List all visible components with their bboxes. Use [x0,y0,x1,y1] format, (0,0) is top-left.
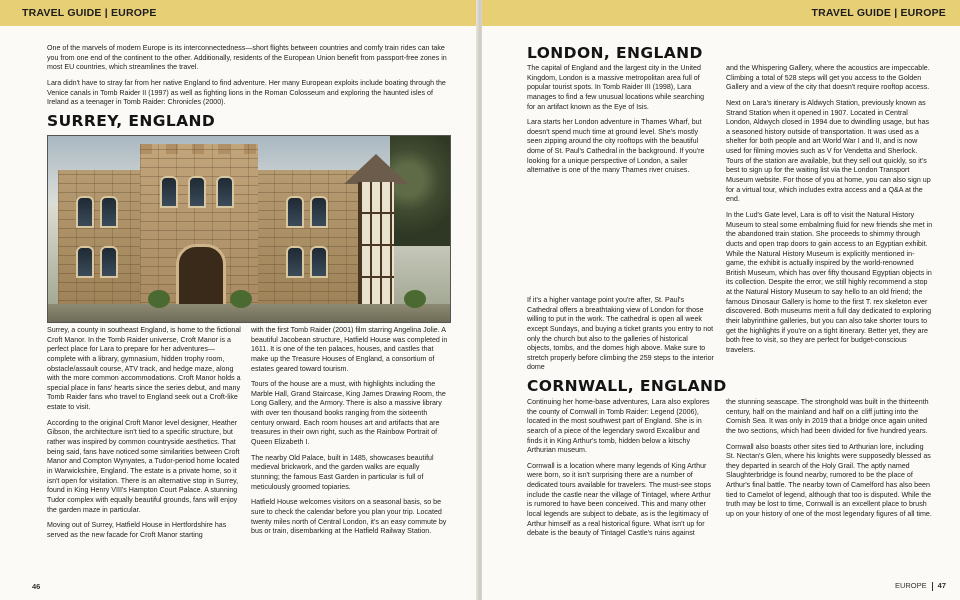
page-number-left: 46 [32,582,41,591]
surrey-paragraph-6: The nearby Old Palace, built in 1485, showcases beautiful medieval brickwork, and the garden walks are equally stunning; the famous East Garden in particular is full of meticulously groomed topiaries. [251,453,434,491]
section-title-cornwall: CORNWALL, ENGLAND [527,377,727,395]
cornwall-column-1 [527,398,714,545]
intro-text [47,44,449,114]
london-paragraph-6: In the Lud's Gate level, Lara is off to visit the Natural History Museum to steal some embalming fluid for new friends she met in the abandoned train station. She proceeds to shimmy through ducts and open trap doors to gain access to an Egyptian exhibit. While the Natural History Museum is explicitly mentioned in-game, the exhibit is actually inspired by the world-renowned British Museum, which has over fifty thousand Egyptian objects in its collection. Despite the error, we still highly recommend a stop at the Natural History Museum to say hello to an old friend; the famous Dinosaur Gallery is home to the first T. rex skeleton ever discovered. Both museums merit a full day dedicated to exploring their labyrinthine galleries, but you can also take shorter tours to get the highlights if you're on a tight itinerary. Better yet, they are both free to visit, so they are perfect for budget-conscious travelers. [726,210,933,354]
london-paragraph-5: Next on Lara's itinerary is Aldwych Station, previously known as Strand Station when it opened in 1907. Located in Central London, Aldwych closed in 1994 due to dwindling usage, but has a seasoned history outside of transportation. It was used as a shelter for both people and art World War I and II, and is now used for filming movies such as V for Vendetta and Sherlock. Tours of the station are available, but they sell out quickly, so it's best to sign up for the waiting list via the London Transport Museum website. For those of you at home, you can also sign up for a virtual tour, which includes extra access and a Q&A at the end. [726,98,931,204]
surrey-paragraph-3: Moving out of Surrey, Hatfield House in Hertfordshire has served as the new facade for Croft Manor starting [47,521,227,539]
london-column-2 [726,64,934,362]
london-paragraph-1: The capital of England and the largest city in the United Kingdom, London is a massive metropolitan area full of popular tourist spots. In Tomb Raider III (1998), Lara manages to find a few unusual locations while searching for an artifact known as the Eye of Isis. [527,64,705,111]
surrey-paragraph-2: According to the original Croft Manor level designer, Heather Gibson, the architecture isn't tied to a specific structure, but rather was inspired by common countryside aesthetics. That being said, fans have noticed some similarities between Croft Manor and Compton Wynyates, a Tudor-period home located in Warwickshire, England. The estate is a private home, so it isn't open for visitation. There is an alternative stop in Surrey, found in King Henry VIII's Hampton Court Palace. A stunning Tudor complex with equally beautiful grounds, fans will enjoy the garden maze in particular. [47,418,240,514]
cornwall-paragraph-3: the stunning seascape. The stronghold was built in the thirteenth century, half on the mainland and half on a cliff jutting into the Cornish Sea. It was only in 2019 that a bridge once again united the two sections, which had been divided for five hundred years. [726,398,929,435]
london-column-1b [527,296,714,379]
surrey-paragraph-5: Tours of the house are a must, with highlights including the Marble Hall, Grand Staircase, King James Drawing Room, the Long Gallery, and the Armory. There is also a massive library with over ten thousand books ranging from the sixteenth century onward. Each room houses art and artifacts that are treasures in their own right, such as the Rainbow Portrait of Queen Elizabeth I. [251,380,446,447]
london-paragraph-2: Lara starts her London adventure in Thames Wharf, but doesn't spend much time at ground level. She's mostly seen zipping around the city rooftops with the beautiful dome of St. Paul's Cathedral in the background. If you're looking for a unique perspective of London, a sailer alternative is one of the many Thames river cruises. [527,118,705,175]
running-header-left: TRAVEL GUIDE | EUROPE [22,7,157,19]
london-paragraph-4: and the Whispering Gallery, where the acoustics are impeccable. Climbing a total of 528 steps will get you access to the Golden Gallery and a view of the city that doesn't require rooftop access. [726,64,930,92]
surrey-paragraph-1: Surrey, a county in southeast England, is home to the fictional Croft Manor. In the Tomb Raider universe, Croft Manor is a perfect place for Lara to prepare for her adventures—complete with a library, gymnasium, hidden trophy room, obstacle/assault course, ATV track, and hedge maze, along with the more common accommodations. Croft Manor holds a special place in fans' hearts since the series debut, and many Tomb Raider fans who travel to England seek out a Croft-like estate to visit. [47,326,241,412]
intro-paragraph-1: One of the marvels of modern Europe is its interconnectedness—short flights between countries and comfy train rides can take you from one end of the continent to the other. Additionally, residents of the European Union benefit from passport-free zones in most EU countries, which streamlines the travel. [47,44,447,72]
cornwall-paragraph-2: Cornwall is a location where many legends of King Arthur were born, so it isn't surprising there are a number of dedicated tours available for travelers. The must-see stops include the castle near the village of Tintagel, where Arthur is rumored to have been conceived. This and many other local legends are subject to debate, as is the legitimacy of Arthur himself as a real historical figure. What isn't up for debate is the beauty of Tintagel Castle's ruins against [527,461,712,538]
header-bar-left [0,0,478,26]
cornwall-paragraph-4: Cornwall also boasts other sites tied to Arthurian lore, including St. Nectan's Glen, where his knights were supposedly blessed as they departed in search of the Holy Grail. The aptly named Slaughterbridge is found nearby, rumored to be the place of Arthur's final battle. The nearby town of Camelford has also been tied to Camelot of legend, although that too is disputed. While the truth may be lost to time, Cornwall is an excellent place to brush up on your history of one of the most legendary figures of all time. [726,442,932,519]
header-bar-right [482,0,960,26]
london-column-1a [527,64,714,182]
cornwall-paragraph-1: Continuing her home-base adventures, Lara also explores the county of Cornwall in Tomb Raider: Legend (2006), located in the most southwest part of England. She is in search of a piece of the legendary sword Excalibur and finds it in King Arthur's tomb, hidden below a kitschy Arthurian museum. [527,398,710,455]
folio-section-label: EUROPE [894,581,927,591]
surrey-column-2 [251,326,449,543]
surrey-paragraph-7: Hatfield House welcomes visitors on a seasonal basis, so be sure to check the calendar before you plan your trip. Located twenty miles north of Central London, it's an easy commute by bus or train, disembarking at the Hatfield Railway Station. [251,498,447,536]
page-number-right: 47 [937,581,946,591]
cornwall-column-2 [726,398,934,526]
intro-paragraph-2: Lara didn't have to stray far from her native England to find adventure. Her many European exploits include boating through the Venice canals in Tomb Raider II (1997) as well as fighting lions in the Roman Colosseum and exploring the haunted isles of Ireland as a teenager in Tomb Raider: Chronicles (2000). [47,78,446,107]
folio-divider [932,582,933,591]
running-header-right: TRAVEL GUIDE | EUROPE [811,7,946,19]
section-title-surrey: SURREY, ENGLAND [47,112,216,130]
surrey-column-1 [47,326,242,546]
right-page [482,0,960,600]
london-paragraph-3: If it's a higher vantage point you're after, St. Paul's Cathedral offers a breathtaking view of London for those willing to put in the work. The cathedral is open all week except Sundays, and buying a ticket grants you entry to not only the church but also to the galleries of historical objects, tombs, and the domes high above. Make sure to stretch properly before climbing the 259 steps to the interior dome [527,296,714,372]
folio-right [895,581,946,591]
surrey-paragraph-4: with the first Tomb Raider (2001) film starring Angelina Jolie. A beautiful Jacobean structure, Hatfield House was completed in 1611. It is one of the ten palaces, houses, and castles that make up the Treasure Houses of England, a consortium of estates geared toward tourism. [251,326,448,373]
croft-manor-illustration [47,135,451,323]
section-title-london: LONDON, ENGLAND [527,44,703,62]
left-page [0,0,478,600]
